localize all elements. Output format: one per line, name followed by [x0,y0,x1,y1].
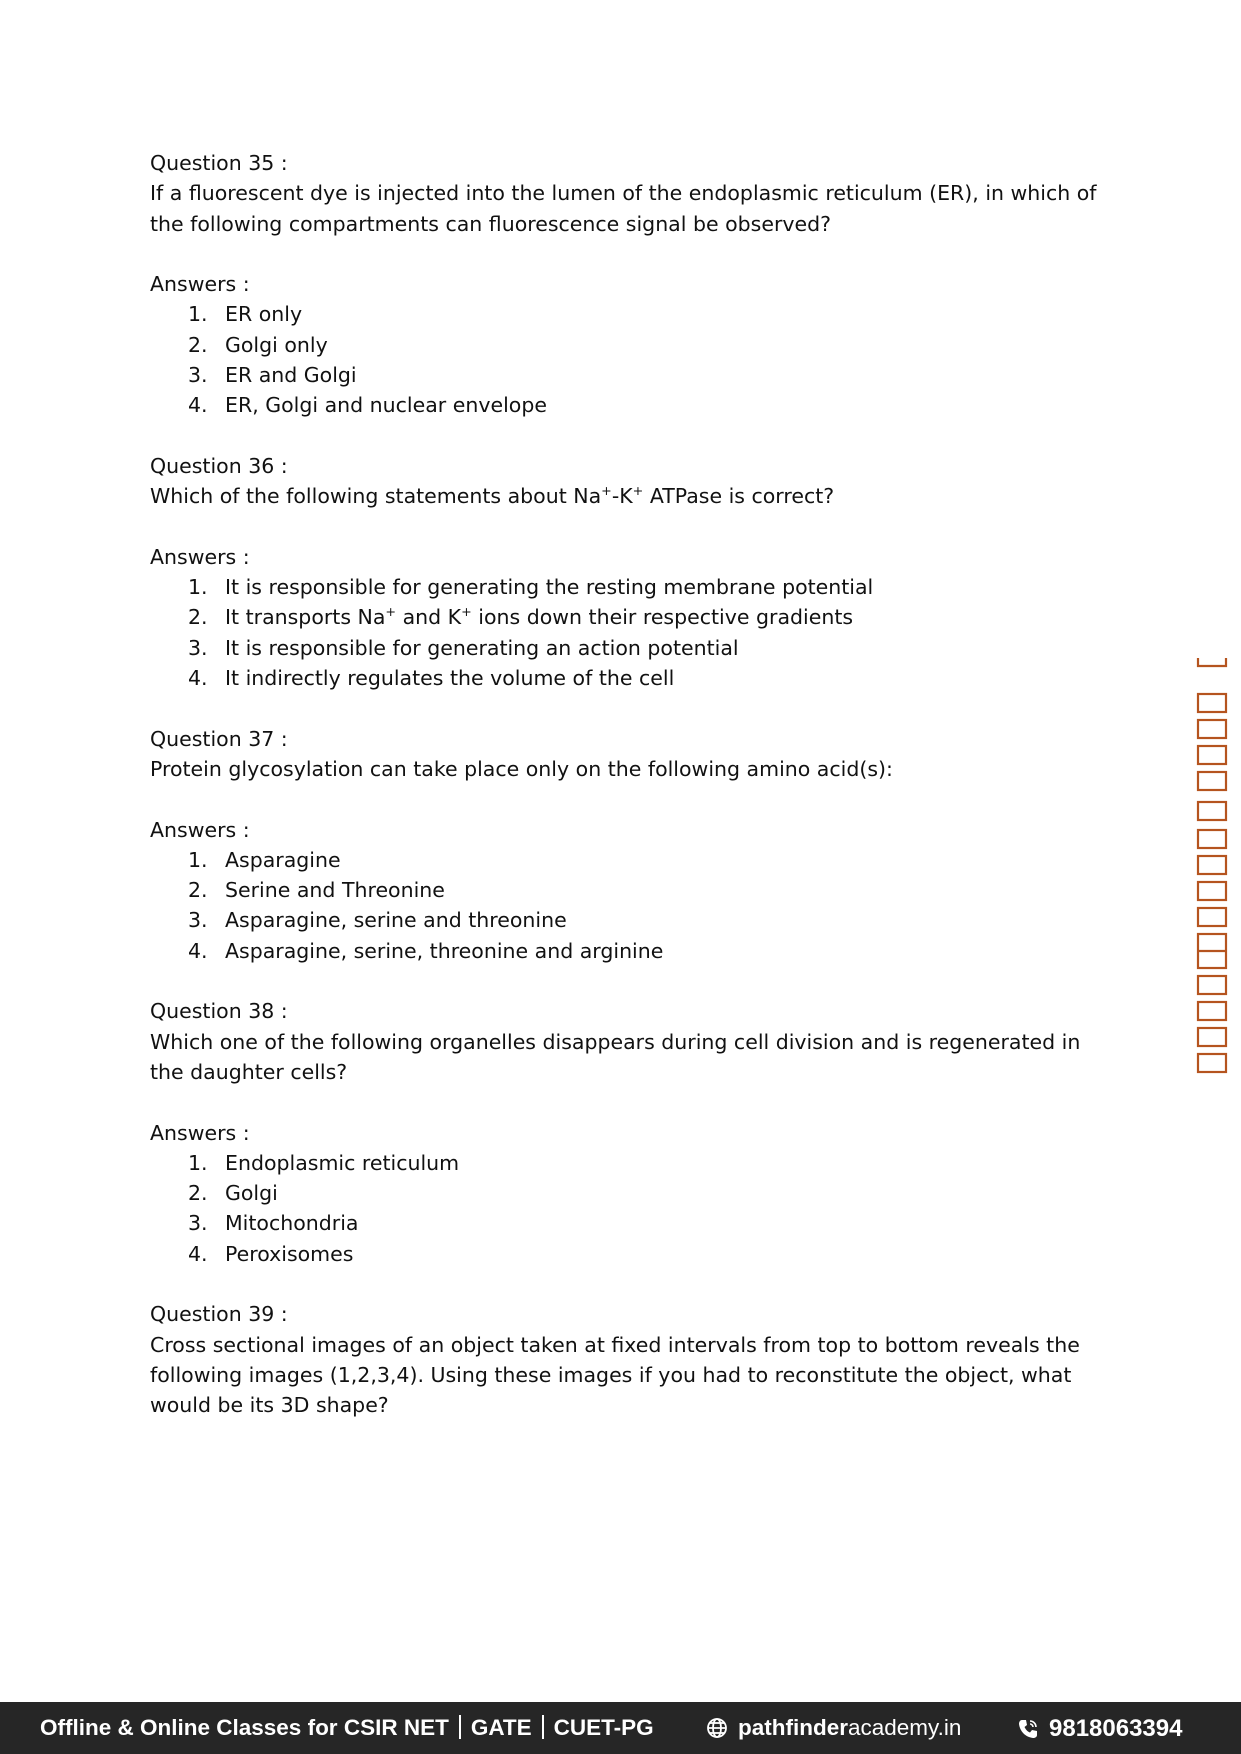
answer-text: Asparagine, serine and threonine [225,908,567,933]
watermark-box [1198,720,1226,738]
answer-option [150,633,1100,663]
question-label: Question 36 : [150,453,288,478]
divider [542,1715,544,1739]
answer-text: It transports Na+ and K+ ions down their respective gradients [225,604,854,630]
watermark-box [1198,1002,1226,1020]
answer-text: Peroxisomes [225,1241,354,1266]
answer-option [150,572,1100,602]
superscript: + [385,604,397,620]
answer-number: 4. [188,393,208,418]
globe-icon [706,1717,728,1739]
answer-option [150,602,1100,632]
answer-text: Golgi only [225,332,328,357]
answer-number: 1. [188,847,208,872]
answer-number: 1. [188,1150,208,1175]
answer-list [150,572,1100,693]
answer-text: ER, Golgi and nuclear envelope [225,393,547,418]
answer-text: Golgi [225,1181,278,1206]
phone-icon [1017,1718,1039,1740]
website-bold: pathfinder [738,1715,848,1740]
watermark-box [1198,976,1226,994]
footer-website[interactable] [706,1715,961,1741]
watermark-box [1198,882,1226,900]
answer-option [150,299,1100,329]
footer-cuet: CUET-PG [553,1715,654,1740]
answer-text: It is responsible for generating the resting membrane potential [225,575,874,600]
answer-text: Serine and Threonine [225,878,445,903]
question-block [150,148,1100,421]
answer-option [150,663,1100,693]
watermark-box [1198,802,1226,820]
answer-number: 4. [188,1241,208,1266]
superscript: + [632,483,644,499]
watermark-box [1198,1028,1226,1046]
answer-option [150,905,1100,935]
answer-text: It is responsible for generating an action potential [225,635,739,660]
question-text: Cross sectional images of an object taken at fixed intervals from top to bottom reveals the following images (1,2,3,4). Using these images if you had to reconstitute the object, what would be its 3D shape? [150,1332,1080,1418]
answer-number: 2. [188,605,208,630]
answer-number: 2. [188,1181,208,1206]
answer-text: It indirectly regulates the volume of the cell [225,666,675,691]
answer-text: Asparagine [225,847,341,872]
answer-option [150,1208,1100,1238]
answer-number: 3. [188,635,208,660]
question-text: Which of the following statements about Na+-K+ ATPase is correct? [150,483,835,509]
answer-number: 2. [188,878,208,903]
answer-number: 3. [188,908,208,933]
answer-number: 3. [188,363,208,388]
answer-number: 3. [188,1211,208,1236]
answer-number: 4. [188,938,208,963]
question-block [150,724,1100,966]
question-block [150,996,1100,1269]
answer-option [150,845,1100,875]
watermark-box [1198,830,1226,848]
answer-option [150,390,1100,420]
watermark-box [1198,908,1226,926]
question-block [150,1299,1100,1420]
question-text: Protein glycosylation can take place only on the following amino acid(s): [150,756,893,781]
watermark-box [1198,746,1226,764]
answer-number: 4. [188,666,208,691]
answer-option [150,1148,1100,1178]
footer-bar [0,1702,1241,1754]
footer-gate: GATE [470,1715,532,1740]
answer-list [150,299,1100,420]
answer-option [150,1239,1100,1269]
answers-label: Answers : [150,544,250,569]
answers-label: Answers : [150,272,250,297]
answer-option [150,330,1100,360]
answer-text: ER and Golgi [225,363,357,388]
question-label: Question 38 : [150,999,288,1024]
answer-number: 1. [188,575,208,600]
footer-phone[interactable] [1017,1715,1182,1743]
answer-option [150,360,1100,390]
question-label: Question 39 : [150,1302,288,1327]
answer-number: 1. [188,302,208,327]
answer-option [150,875,1100,905]
answer-option [150,1178,1100,1208]
watermark-box [1198,694,1226,712]
answer-text: Asparagine, serine, threonine and arginine [225,938,664,963]
answer-list [150,845,1100,966]
watermark-box [1198,856,1226,874]
answer-option [150,936,1100,966]
website-light: academy.in [848,1715,962,1740]
phone-number: 9818063394 [1049,1715,1183,1742]
answer-number: 2. [188,332,208,357]
question-text: If a fluorescent dye is injected into the lumen of the endoplasmic reticulum (ER), in which of the following compartments can fluorescence signal be observed? [150,181,1097,236]
answer-text: Endoplasmic reticulum [225,1150,460,1175]
footer-classes-text: Offline & Online Classes for CSIR NET [40,1715,449,1740]
answer-text: Mitochondria [225,1211,359,1236]
question-label: Question 35 : [150,151,288,175]
vertical-watermark [1196,656,1230,1086]
superscript: + [461,604,472,620]
question-label: Question 37 : [150,726,288,751]
answers-label: Answers : [150,1120,250,1145]
divider [459,1715,461,1739]
superscript: + [601,483,612,499]
watermark-box [1198,772,1226,790]
answer-text: ER only [225,302,303,327]
watermark-box [1198,1054,1226,1072]
watermark-bracket [1198,658,1226,666]
question-block [150,451,1100,693]
answer-list [150,1148,1100,1269]
question-list [150,148,1100,1451]
question-text: Which one of the following organelles disappears during cell division and is regenerated in the daughter cells? [150,1029,1081,1084]
footer-classes [40,1715,654,1741]
answers-label: Answers : [150,817,250,842]
